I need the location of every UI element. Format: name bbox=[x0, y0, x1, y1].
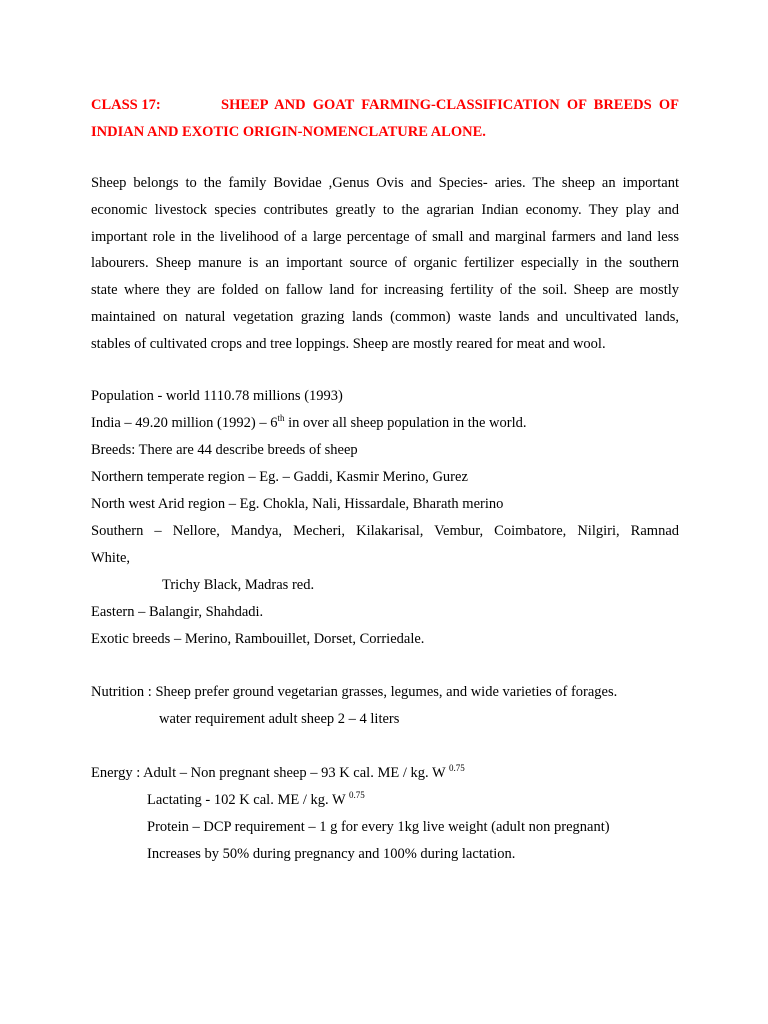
heading-title-line-1: SHEEP AND GOAT FARMING-CLASSIFICATION OF BREEDS OF bbox=[221, 97, 679, 113]
breeds-southern-line-3: Trichy Black, Madras red. bbox=[162, 577, 315, 593]
breeds-eastern: Eastern – Balangir, Shahdadi. bbox=[91, 604, 264, 620]
breeds-exotic: Exotic breeds – Merino, Rambouillet, Dorset, Corriedale. bbox=[91, 631, 425, 647]
energy-lactating bbox=[147, 790, 365, 810]
breeds-count: Breeds: There are 44 describe breeds of sheep bbox=[91, 442, 358, 458]
nutrition-line-1: Nutrition : Sheep prefer ground vegetarian grasses, legumes, and wide varieties of forages. bbox=[91, 684, 618, 700]
intro-line: Sheep belongs to the family Bovidae ,Genus Ovis and Species- aries. The sheep an important bbox=[91, 175, 679, 191]
energy-adult-sup: 0.75 bbox=[449, 763, 465, 773]
population-india-text: India – 49.20 million (1992) – 6 bbox=[91, 415, 278, 431]
intro-line: important role in the livelihood of a large percentage of small and marginal farmers and land less bbox=[91, 228, 679, 245]
intro-line: economic livestock species contributes greatly to the agrarian Indian economy. They play and bbox=[91, 201, 679, 218]
population-world: Population - world 1110.78 millions (1993) bbox=[91, 388, 343, 404]
intro-line: labourers. Sheep manure is an important source of organic fertilizer especially in the southern bbox=[91, 255, 679, 272]
population-india bbox=[91, 413, 527, 433]
energy-lactating-text: Lactating - 102 K cal. ME / kg. W bbox=[147, 792, 350, 808]
heading-title-line-2: INDIAN AND EXOTIC ORIGIN-NOMENCLATURE ALONE. bbox=[91, 124, 486, 140]
energy-protein: Protein – DCP requirement – 1 g for every 1kg live weight (adult non pregnant) bbox=[147, 819, 610, 835]
breeds-southern-line-2: White, bbox=[91, 550, 131, 566]
breeds-southern-line-1: Southern – Nellore, Mandya, Mecheri, Kilakarisal, Vembur, Coimbatore, Nilgiri, Ramnad bbox=[91, 523, 679, 539]
breeds-northern: Northern temperate region – Eg. – Gaddi, Kasmir Merino, Gurez bbox=[91, 469, 468, 485]
intro-line: stables of cultivated crops and tree loppings. Sheep are mostly reared for meat and wool. bbox=[91, 335, 606, 352]
class-label: CLASS 17: bbox=[91, 97, 161, 113]
energy-lactating-sup: 0.75 bbox=[349, 790, 365, 800]
population-india-text-2: in over all sheep population in the world. bbox=[284, 415, 527, 431]
breeds-northwest: North west Arid region – Eg. Chokla, Nali, Hissardale, Bharath merino bbox=[91, 496, 504, 512]
energy-increase: Increases by 50% during pregnancy and 100% during lactation. bbox=[147, 846, 516, 862]
intro-paragraph bbox=[91, 170, 679, 358]
intro-line: maintained on natural vegetation grazing lands (common) waste lands and uncultivated lands, bbox=[91, 308, 679, 325]
energy-adult-text: Energy : Adult – Non pregnant sheep – 93 K cal. ME / kg. W bbox=[91, 765, 450, 781]
population-india-sup: th bbox=[277, 413, 285, 423]
intro-line: state where they are folded on fallow land for increasing fertility of the soil. Sheep are mostly bbox=[91, 282, 679, 299]
heading-line-1 bbox=[91, 92, 679, 119]
energy-adult bbox=[91, 763, 465, 783]
nutrition-line-2: water requirement adult sheep 2 – 4 liters bbox=[159, 711, 400, 727]
document-heading bbox=[91, 92, 679, 146]
